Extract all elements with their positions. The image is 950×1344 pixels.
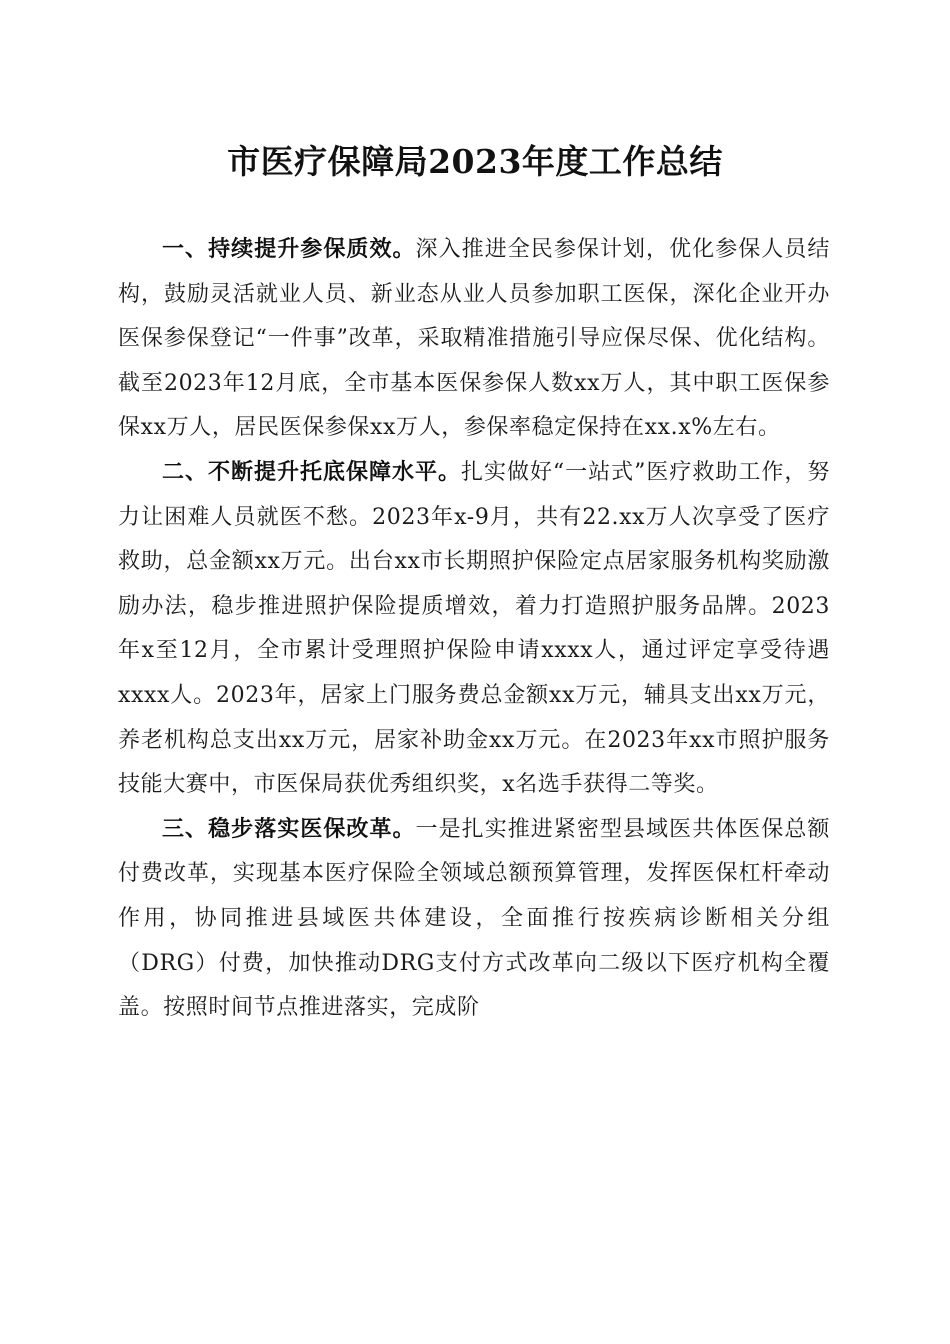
section-heading: 一、持续提升参保质效。	[162, 237, 416, 262]
section-participation	[118, 228, 830, 451]
section-safety-net	[118, 451, 830, 808]
document-title: 市医疗保障局2023年度工作总结	[227, 142, 723, 181]
section-heading: 三、稳步落实医保改革。	[162, 816, 416, 842]
section-reform	[118, 808, 830, 1031]
section-heading: 二、不断提升托底保障水平。	[162, 459, 461, 485]
section-text: 扎实做好“一站式”医疗救助工作，努力让困难人员就医不愁。2023年x-9月，共有22.xx万人次享受了医疗救助，总金额xx万元。出台xx市长期照护保险定点居家服务机构奖励激励办法，稳步推进照护保险提质增效，着力打造照护服务品牌。2023年x至12月，全市累计受理照护保险申请xxxx人，通过评定享受待遇xxxx人。2023年，居家上门服务费总金额xx万元，辅具支出xx万元，养老机构总支出xx万元，居家补助金xx万元。在2023年xx市照护服务技能大赛中，市医保局获优秀组织奖，x名选手获得二等奖。	[118, 459, 830, 798]
section-text: 深入推进全民参保计划，优化参保人员结构，鼓励灵活就业人员、新业态从业人员参加职工医保，深化企业开办医保参保登记“一件事”改革，采取精准措施引导应保尽保、优化结构。截至2023年12月底，全市基本医保参保人数xx万人，其中职工医保参保xx万人，居民医保参保xx万人，参保率稳定保持在xx.x%左右。	[118, 237, 830, 441]
section-text: 一是扎实推进紧密型县域医共体医保总额付费改革，实现基本医疗保险全领域总额预算管理，发挥医保杠杆牵动作用，协同推进县域医共体建设，全面推行按疾病诊断相关分组（DRG）付费，加快推动DRG支付方式改革向二级以下医疗机构全覆盖。按照时间节点推进落实，完成阶	[118, 816, 830, 1021]
document-body	[118, 228, 830, 1031]
